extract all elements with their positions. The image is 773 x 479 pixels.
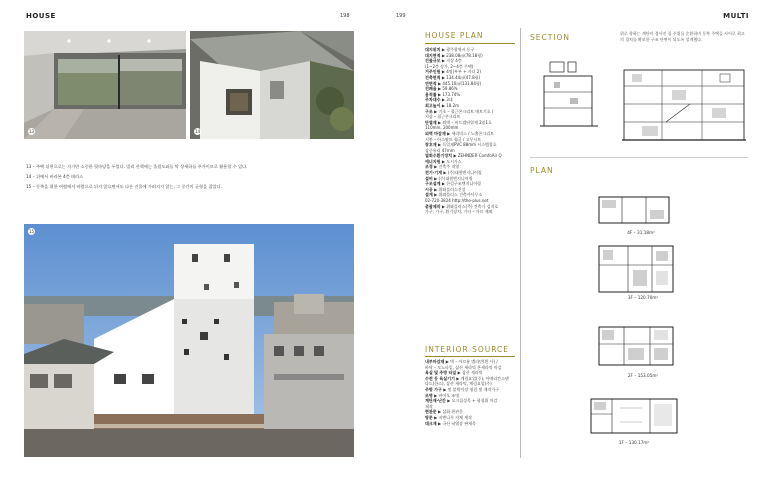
spec-line: 설비 ▶ (주)대원엔지니어링 <box>425 175 473 181</box>
caption-15: 15 – 동쪽을 위한 여럼에서 바람으로 뒤지 않으면서도 다른 건물에 가려지지 않는, 그 중간의 균형을 잡았다. <box>26 184 222 189</box>
floor-plan-1f-label: 1F – 130.17m² <box>618 440 650 445</box>
floor-plan-2f-label: 2F – 153.05m² <box>627 373 659 378</box>
spec-line: 주차대수 ▶ 3대 <box>425 97 453 103</box>
caption-13: 13 – 주택 뒤편으로는 자기만 소중한 뒷마당을 두었다. 멀리 산책에는 올림도와를 탁 상세하를 주가이므로 활용할 수 있다. <box>26 164 248 169</box>
spec-line: 수전 등 욕실기기 ▶ 계림요업(주), 아메리칸스탠 <box>425 375 509 381</box>
interior-source-spec <box>425 359 515 426</box>
terrace-photo <box>190 31 354 139</box>
spec-line: 방문 ▶ 지엔나무 자체 제작 <box>425 414 472 420</box>
caption-14: 14 – 뒤에서 바라본 4층 테라스 <box>26 174 84 179</box>
spec-line: 내부마감재 ▶ 벽 – 아르유 멜라민(흰 사) / <box>425 359 498 364</box>
photo-number-15: 15 <box>28 229 35 234</box>
photo-number-14: 14 <box>194 129 201 134</box>
column-divider <box>520 28 521 458</box>
spec-line: 설계 ▶ 위와플러스 건축사사무소 <box>425 192 483 198</box>
spec-line: 가구, 가구, 환기장치, 기타 – 가르 제외 <box>425 209 493 215</box>
plan-title: PLAN <box>530 166 554 175</box>
floor-plan-4f <box>598 196 670 230</box>
house-plan-title: HOUSE PLAN <box>425 31 484 40</box>
spec-line: 조경 ▶ 건축주 직영 <box>425 164 460 170</box>
spec-line: 현관문 ▶ 삼화 현관문 <box>425 409 463 415</box>
spec-line: 구조설계 ▶ 한길구조엔지니어링 <box>425 181 481 187</box>
spec-line: 총괄제작 ▶ 위와플러스(주) 건축가 김지호 <box>425 203 499 209</box>
spec-line: 계단재·난간 ▶ 오크집성목 + 평철위 마감 <box>425 398 498 404</box>
spec-line: 최고높이 ▶ 18.2m <box>425 102 460 108</box>
section-description: 위로 향하는 계단이 경사진 집 주위를 순환하며 동쪽 주택들 사이로 최고의 경치를 확보한 구조 단면이 되도록 설계했다. <box>620 31 745 42</box>
spec-line: 지상 – 철근콘크리트 <box>425 114 461 120</box>
interior-source-title: INTERIOR SOURCE <box>425 345 510 354</box>
right-page-number: 199 <box>396 13 406 19</box>
spec-line: 제작 <box>425 403 433 409</box>
floor-plan-1f <box>590 398 678 438</box>
photo-number-13: 13 <box>28 129 35 134</box>
house-plan-spec <box>425 47 515 215</box>
left-page-header: HOUSE <box>26 12 56 20</box>
interior-photo <box>24 31 186 139</box>
spec-line: 구조 ▶ 기초 – 철근콘크리트 매트기초 / <box>425 108 494 114</box>
spec-line: 대지위치 ▶ 광주광역시 동구 <box>425 47 475 52</box>
spec-line: 02-720-3824 http://the-plus.net <box>425 198 489 204</box>
spec-line: 110mm, 200mm <box>425 125 459 131</box>
section-title: SECTION <box>530 33 571 42</box>
floor-plan-3f <box>598 245 674 297</box>
spec-line: 외벽 마감재 ▶ 세라믹스 / 노출콘크리트 <box>425 130 494 136</box>
spec-line: 삼중유리 47mm <box>425 147 455 153</box>
section-divider-rule <box>530 157 748 158</box>
spec-line: 다드(한스), 삼산 세라믹, 계림요업(주) <box>425 381 492 387</box>
floor-plan-4f-label: 4F – 31.18m² <box>627 230 655 235</box>
house-plan-rule <box>425 43 515 44</box>
section-drawing-large <box>622 66 747 150</box>
spec-line: 단열재 ▶ 외벽 – 비드법단열재 2종1호 <box>425 119 492 125</box>
spec-line: 바닥 – 모노타일, 삼산 세라믹 온세라믹 마감 <box>425 364 502 370</box>
spec-line: 욕실 및 주방 타일 ▶ 삼산 세라믹 <box>425 370 483 376</box>
right-page-header: MULTI <box>723 12 749 20</box>
spec-line: 데크재 ▶ 국산 낙엽송 판재목 <box>425 420 476 426</box>
left-page-number: 198 <box>340 13 350 19</box>
spec-line: 열회수환기장치 ▶ ZEHNDER ComfoAir Q <box>425 153 502 159</box>
floor-plan-2f <box>598 326 674 370</box>
spec-line: 건폐율 ▶ 59.86% <box>425 86 458 92</box>
spec-line: 시공 ▶ 위와플러스건설 <box>425 186 466 192</box>
spec-line: 거주인원 ▶ 4명(부부 + 자녀 2) <box>425 69 481 75</box>
spec-line: 지붕 – 아스팔트 슁글 / 고무시트 <box>425 136 482 142</box>
spec-line: 에너지원 ▶ 도시가스 <box>425 158 462 164</box>
spec-line: 연면적 ▶ 445.10㎡(131.84평) <box>425 80 482 86</box>
spec-line: 대지면적 ▶ 238.08㎡(78.18평) <box>425 52 483 58</box>
section-drawing-small <box>540 60 600 134</box>
spec-line: 용적률 ▶ 173.74% <box>425 91 461 97</box>
floor-plan-3f-label: 3F – 120.70m² <box>627 295 659 300</box>
spec-line: 건축면적 ▶ 134.44㎡(47.8평) <box>425 74 481 80</box>
spec-line: 주방 가구 ▶ 및 붙박이장 영림 및 제작가구 <box>425 386 500 392</box>
building-photo <box>24 224 354 457</box>
spec-line: 전기·기계 ▶ (주)대원엔지니어링 <box>425 170 482 176</box>
spec-line: 건물규모 ▶ 지상 4층 <box>425 58 462 64</box>
spec-line: 창호재 ▶ 독일제PVC 88mm 시스템창호 <box>425 142 497 148</box>
spec-line: (1~2층 상가, 2~4층 주택) <box>425 63 474 69</box>
interior-source-rule <box>425 356 515 357</box>
spec-line: 조명 ▶ 바이오 조명 <box>425 392 460 398</box>
